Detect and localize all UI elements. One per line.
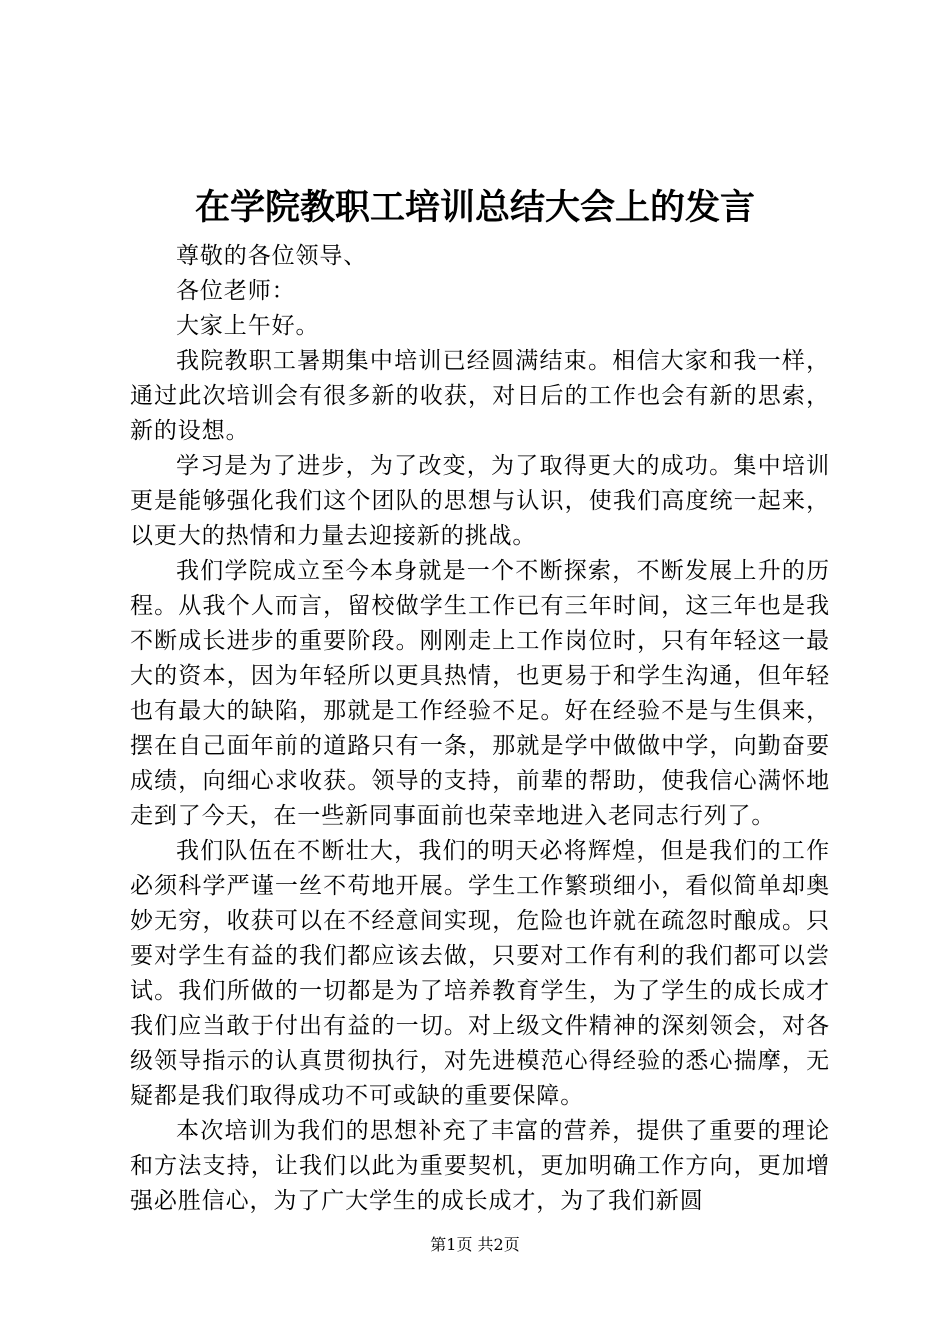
document-title: 在学院教职工培训总结大会上的发言: [194, 187, 755, 228]
document-body: [130, 239, 830, 1219]
paragraph: 我们队伍在不断壮大，我们的明天必将辉煌，但是我们的工作必须科学严谨一丝不苟地开展。学生工作繁琐细小，看似简单却奥妙无穷，收获可以在不经意间实现，危险也许就在疏忽时酿成。只要对学生有益的我们都应该去做，只要对工作有利的我们都可以尝试。我们所做的一切都是为了培养教育学生，为了学生的成长成才我们应当敢于付出有益的一切。对上级文件精神的深刻领会，对各级领导指示的认真贯彻执行，对先进模范心得经验的悉心揣摩，无疑都是我们取得成功不可或缺的重要保障。: [130, 838, 830, 1109]
salutation-teachers: 各位老师：: [176, 278, 296, 304]
paragraph: 我们学院成立至今本身就是一个不断探索，不断发展上升的历程。从我个人而言，留校做学生工作已有三年时间，这三年也是我不断成长进步的重要阶段。刚刚走上工作岗位时，只有年轻这一最大的资本，因为年轻所以更具热情，也更易于和学生沟通，但年轻也有最大的缺陷，那就是工作经验不足。好在经验不是与生俱来，摆在自己面年前的道路只有一条，那就是学中做做中学，向勤奋要成绩，向细心求收获。领导的支持，前辈的帮助，使我信心满怀地走到了今天，在一些新同事面前也荣幸地进入老同志行列了。: [130, 558, 830, 829]
greeting: 大家上午好。: [176, 313, 320, 339]
paragraph: 学习是为了进步，为了改变，为了取得更大的成功。集中培训更是能够强化我们这个团队的思想与认识，使我们高度统一起来，以更大的热情和力量去迎接新的挑战。: [130, 453, 830, 549]
salutation-leaders: 尊敬的各位领导、: [176, 243, 368, 269]
paragraph: 本次培训为我们的思想补充了丰富的营养，提供了重要的理论和方法支持，让我们以此为重要契机，更加明确工作方向，更加增强必胜信心，为了广大学生的成长成才，为了我们新圆: [130, 1118, 830, 1214]
page-footer: 第1页 共2页: [430, 1235, 520, 1254]
paragraph: 我院教职工暑期集中培训已经圆满结束。相信大家和我一样，通过此次培训会有很多新的收获，对日后的工作也会有新的思索，新的设想。: [130, 348, 830, 444]
